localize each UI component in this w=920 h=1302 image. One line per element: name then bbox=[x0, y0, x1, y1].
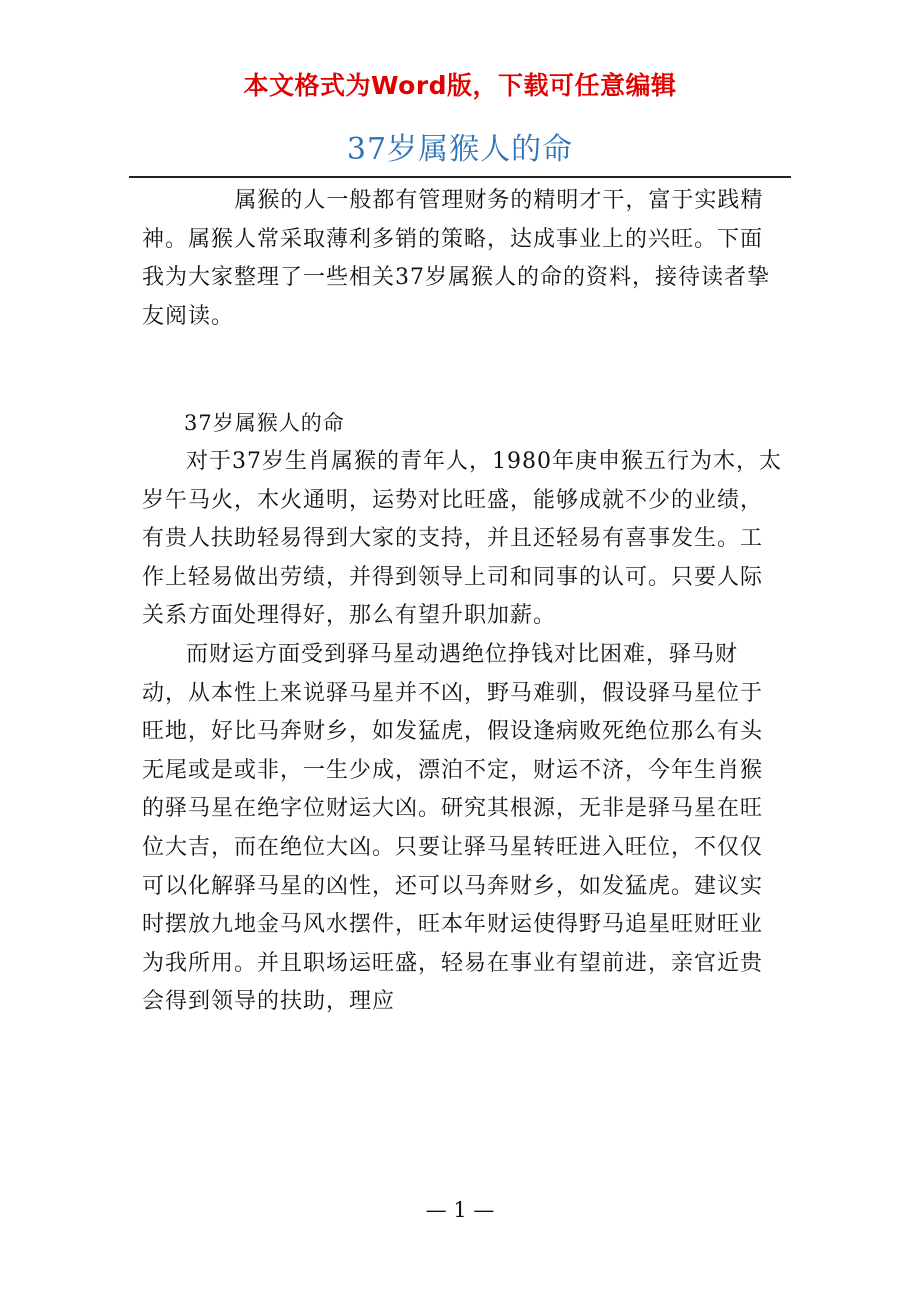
intro-paragraph: 属猴的人一般都有管理财务的精明才干，富于实践精神。属猴人常采取薄利多销的策略，达成事业上的兴旺。下面我为大家整理了一些相关37岁属猴人的命的资料，接待读者挚友阅读。 bbox=[142, 188, 770, 329]
body-paragraph: 而财运方面受到驿马星动遇绝位挣钱对比困难，驿马财动，从本性上来说驿马星并不凶，野马难驯，假设驿马星位于旺地，好比马奔财乡，如发猛虎，假设逢病败死绝位那么有头无尾或是或非，一生少成，漂泊不定，财运不济，今年生肖猴的驿马星在绝字位财运大凶。研究其根源，无非是驿马星在旺位大吉，而在绝位大凶。只要让驿马星转旺进入旺位，不仅仅可以化解驿马星的凶性，还可以马奔财乡，如发猛虎。建议实时摆放九地金马风水摆件，旺本年财运使得野马追星旺财旺业为我所用。并且职场运旺盛，轻易在事业有望前进，亲官近贵会得到领导的扶助，理应 bbox=[142, 641, 764, 1015]
document-title: 37岁属猴人的命 bbox=[346, 132, 574, 167]
format-notice-banner: 本文格式为Word版，下载可任意编辑 bbox=[243, 71, 677, 100]
body-paragraph: 对于37岁生肖属猴的青年人，1980年庚申猴五行为木，太岁午马火，木火通明，运势对比旺盛，能够成就不少的业绩，有贵人扶助轻易得到大家的支持，并且还轻易有喜事发生。工作上轻易做出劳绩，并得到领导上司和同事的认可。只要人际关系方面处理得好，那么有望升职加薪。 bbox=[142, 448, 782, 629]
title-divider bbox=[129, 176, 791, 178]
document-body bbox=[142, 182, 782, 1022]
page-number: — 1 — bbox=[425, 1198, 495, 1222]
paragraph-spacer bbox=[142, 336, 782, 404]
section-heading: 37岁属猴人的命 bbox=[184, 411, 345, 436]
